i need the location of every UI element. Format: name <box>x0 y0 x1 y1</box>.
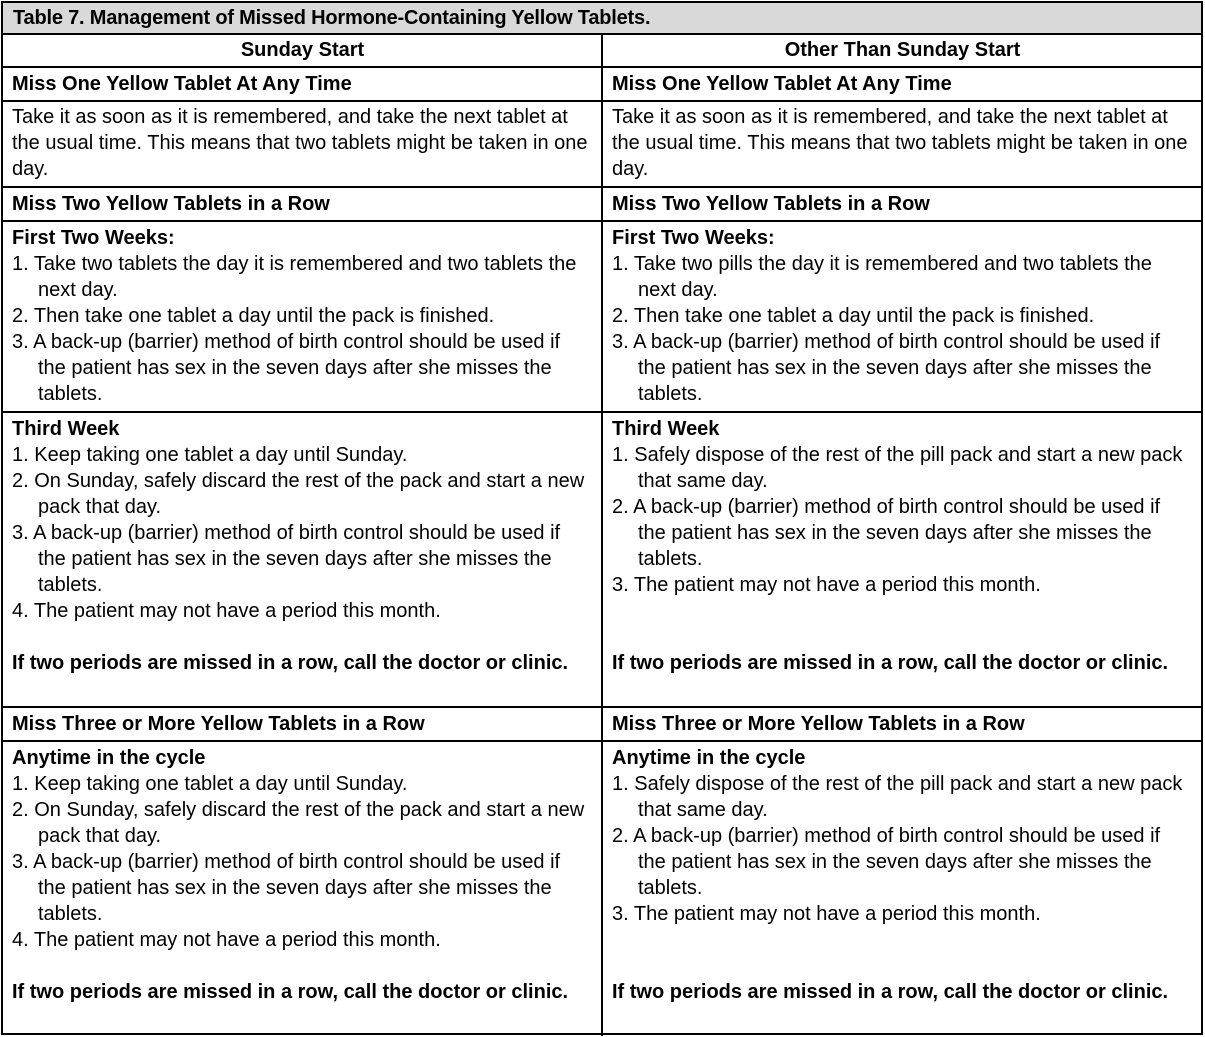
list-item: 2. A back-up (barrier) method of birth control should be used if the patient has sex in the seven days after she misses the tablets. <box>612 496 1161 570</box>
list-item: 2. On Sunday, safely discard the rest of the pack and start a new pack that day. <box>12 470 585 518</box>
first-two-weeks-label-left: First Two Weeks: <box>12 227 175 249</box>
miss-three-heading-left: Miss Three or More Yellow Tablets in a Row <box>3 708 603 740</box>
miss-two-heading-right: Miss Two Yellow Tablets in a Row <box>612 193 930 215</box>
anytime-note-right: If two periods are missed in a row, call the doctor or clinic. <box>612 981 1169 1003</box>
section-heading-miss-three <box>3 708 1201 742</box>
first-two-weeks-right <box>603 222 1201 411</box>
anytime-label-right: Anytime in the cycle <box>612 747 806 769</box>
list-item: 4. The patient may not have a period this month. <box>12 929 441 951</box>
list-item: 1. Take two pills the day it is remembered and two tablets the next day. <box>612 253 1152 301</box>
miss-one-text-right: Take it as soon as it is remembered, and take the next tablet at the usual time. This means that two tablets might be taken in one day. <box>612 106 1188 180</box>
anytime-note-left: If two periods are missed in a row, call the doctor or clinic. <box>12 981 569 1003</box>
list-item: 3. The patient may not have a period this month. <box>612 574 1041 596</box>
list-item: 1. Safely dispose of the rest of the pill pack and start a new pack that same day. <box>612 773 1183 821</box>
list-item: 1. Keep taking one tablet a day until Sunday. <box>12 773 408 795</box>
anytime-list-right <box>612 771 1193 927</box>
third-week-label-right: Third Week <box>612 418 720 440</box>
first-two-weeks-left <box>3 222 603 411</box>
anytime-list-left <box>12 771 593 953</box>
third-week-left <box>3 413 603 706</box>
table-title: Table 7. Management of Missed Hormone-Containing Yellow Tablets. <box>3 3 1201 35</box>
third-week-list-left <box>12 442 593 624</box>
column-header-other: Other Than Sunday Start <box>784 39 1021 61</box>
miss-one-instructions-row <box>3 102 1201 188</box>
list-item: 3. The patient may not have a period this month. <box>612 903 1041 925</box>
first-two-weeks-list-right <box>612 251 1193 407</box>
list-item: 4. The patient may not have a period this month. <box>12 600 441 622</box>
section-heading-miss-two <box>3 188 1201 222</box>
list-item: 2. Then take one tablet a day until the pack is finished. <box>12 305 495 327</box>
anytime-left <box>3 742 603 1036</box>
list-item: 2. Then take one tablet a day until the pack is finished. <box>612 305 1095 327</box>
section-heading-miss-one <box>3 68 1201 102</box>
miss-three-heading-right: Miss Three or More Yellow Tablets in a Row <box>612 713 1025 735</box>
miss-one-heading-right: Miss One Yellow Tablet At Any Time <box>612 73 952 95</box>
list-item: 1. Take two tablets the day it is remembered and two tablets the next day. <box>12 253 577 301</box>
miss-one-text-left: Take it as soon as it is remembered, and take the next tablet at the usual time. This means that two tablets might be taken in one day. <box>3 102 603 186</box>
list-item: 3. A back-up (barrier) method of birth control should be used if the patient has sex in the seven days after she misses the tablets. <box>12 522 561 596</box>
column-header-row <box>3 35 1201 68</box>
anytime-row <box>3 742 1201 1036</box>
list-item: 2. A back-up (barrier) method of birth control should be used if the patient has sex in the seven days after she misses the tablets. <box>612 825 1161 899</box>
list-item: 1. Safely dispose of the rest of the pill pack and start a new pack that same day. <box>612 444 1183 492</box>
third-week-note-right: If two periods are missed in a row, call the doctor or clinic. <box>612 652 1169 674</box>
third-week-right <box>603 413 1201 706</box>
third-week-list-right <box>612 442 1193 598</box>
column-header-sunday: Sunday Start <box>3 35 603 66</box>
miss-one-heading-left: Miss One Yellow Tablet At Any Time <box>3 68 603 100</box>
miss-two-heading-left: Miss Two Yellow Tablets in a Row <box>3 188 603 220</box>
first-two-weeks-row <box>3 222 1201 413</box>
list-item: 3. A back-up (barrier) method of birth control should be used if the patient has sex in the seven days after she misses the tablets. <box>612 331 1161 405</box>
third-week-note-left: If two periods are missed in a row, call the doctor or clinic. <box>12 652 569 674</box>
third-week-row <box>3 413 1201 708</box>
list-item: 3. A back-up (barrier) method of birth control should be used if the patient has sex in the seven days after she misses the tablets. <box>12 331 561 405</box>
list-item: 3. A back-up (barrier) method of birth control should be used if the patient has sex in the seven days after she misses the tablets. <box>12 851 561 925</box>
first-two-weeks-label-right: First Two Weeks: <box>612 227 775 249</box>
first-two-weeks-list-left <box>12 251 593 407</box>
list-item: 2. On Sunday, safely discard the rest of the pack and start a new pack that day. <box>12 799 585 847</box>
third-week-label-left: Third Week <box>12 418 120 440</box>
anytime-right <box>603 742 1201 1036</box>
list-item: 1. Keep taking one tablet a day until Sunday. <box>12 444 408 466</box>
missed-tablets-table <box>1 1 1203 1035</box>
anytime-label-left: Anytime in the cycle <box>12 747 206 769</box>
